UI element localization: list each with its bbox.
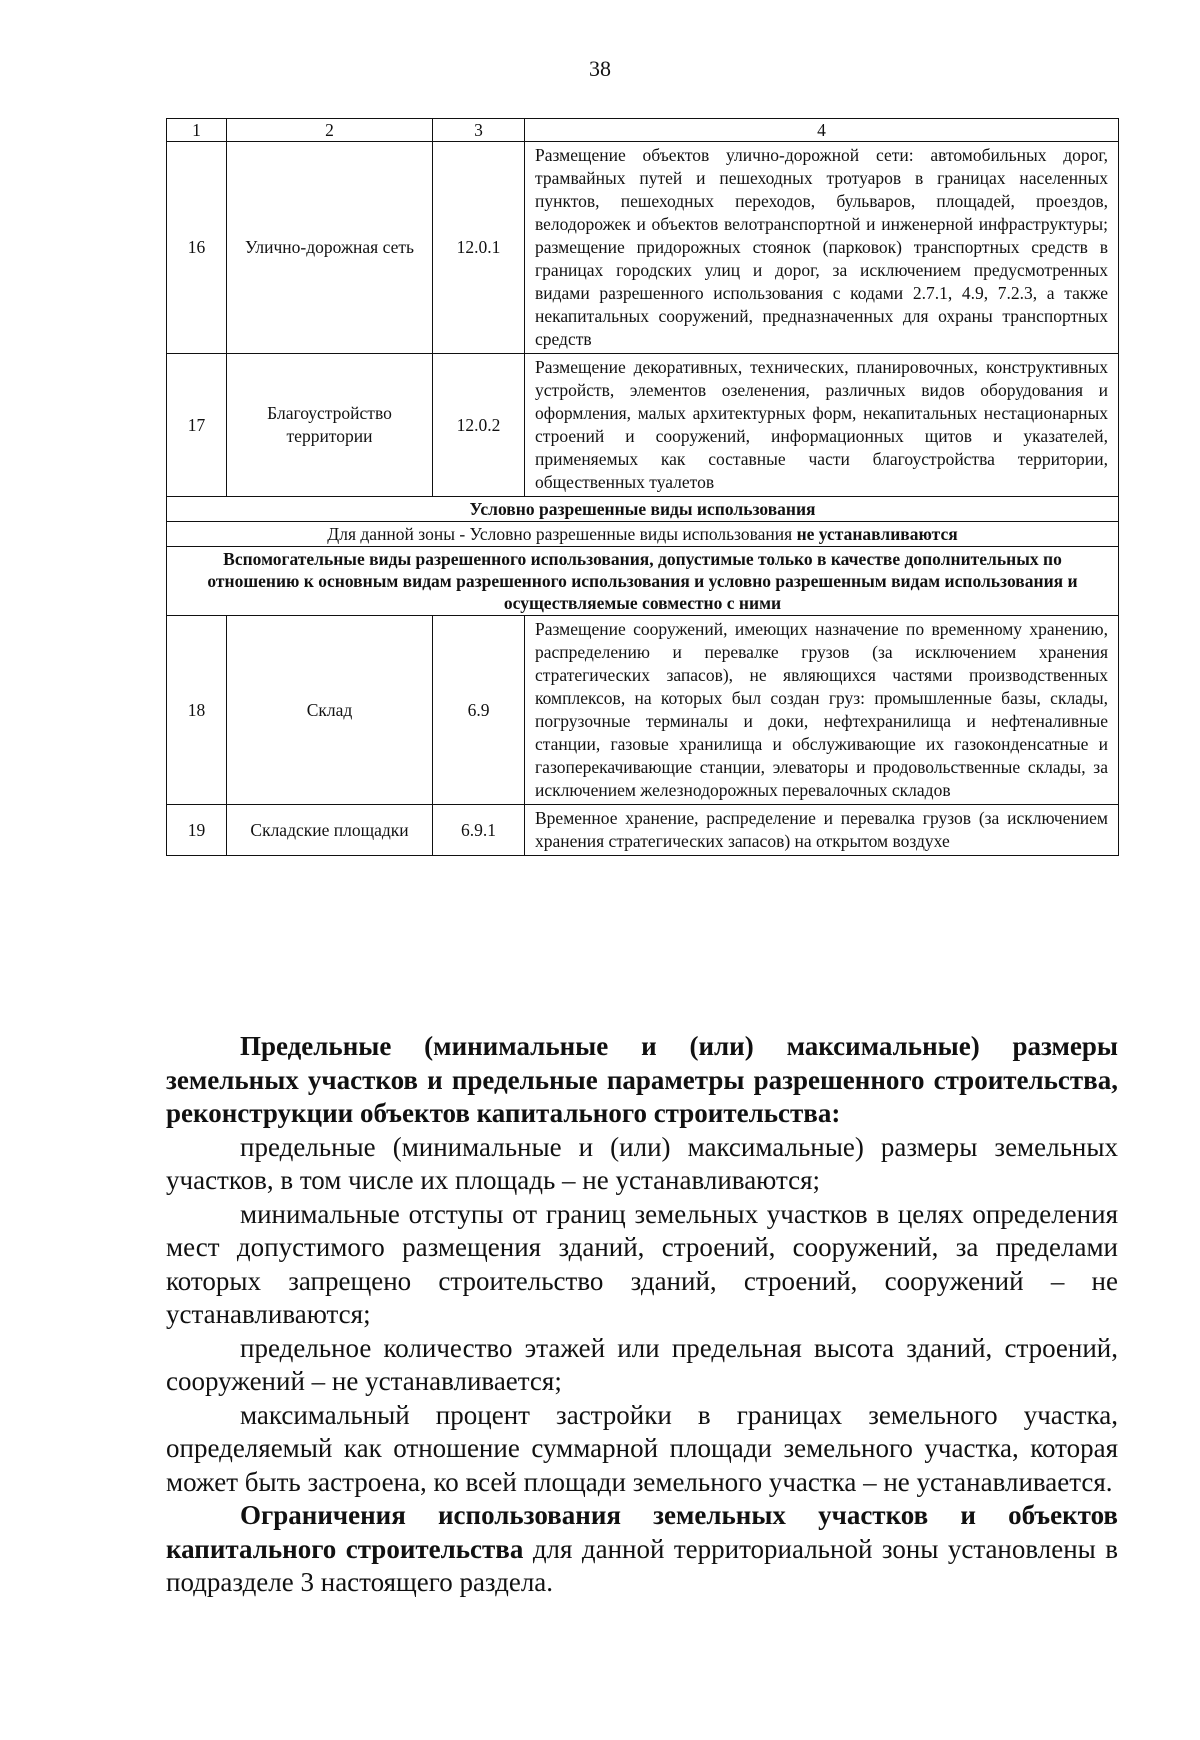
limits-heading: Предельные (минимальные и (или) максимальные) размеры земельных участков и предельные параметры разрешенного строительства, реконструкции объектов капитального строительства: bbox=[166, 1031, 1118, 1128]
use-type-code: 6.9.1 bbox=[433, 805, 525, 856]
use-type-name: Склад bbox=[227, 616, 433, 805]
table-header-row bbox=[167, 119, 1119, 142]
paragraph-coverage: максимальный процент застройки в границах земельного участка, определяемый как отношение суммарной площади земельного участка, которая может быть застроена, ко всей площади земельного участка – не устанавливается. bbox=[166, 1399, 1118, 1497]
auxiliary-uses-heading: Вспомогательные виды разрешенного использования, допустимые только в качестве дополнительных по отношению к основным видам разрешенного использования и условно разрешенным видам использования и осуществляемые совместно с ними bbox=[167, 547, 1119, 616]
row-number: 16 bbox=[167, 142, 227, 354]
section-note-row bbox=[167, 522, 1119, 547]
page-number: 38 bbox=[589, 56, 611, 81]
column-header: 4 bbox=[525, 119, 1119, 142]
table-row bbox=[167, 142, 1119, 354]
column-header: 3 bbox=[433, 119, 525, 142]
use-type-description: Размещение объектов улично-дорожной сети: автомобильных дорог, трамвайных путей и пешеходных тротуаров в границах населенных пунктов, пешеходных переходов, бульваров, площадей, проездов, велодорожек и объектов велотранспортной и инженерной инфраструктуры; размещение придорожных стоянок (парковок) транспортных средств в границах городских улиц и дорог, за исключением предусмотренных видами разрешенного использования с кодами 2.7.1, 4.9, 7.2.3, а также некапитальных сооружений, предназначенных для охраны транспортных средств bbox=[525, 142, 1119, 354]
row-number: 19 bbox=[167, 805, 227, 856]
use-type-description: Размещение сооружений, имеющих назначение по временному хранению, распределению и перевалке грузов (за исключением хранения стратегических запасов), не являющихся частями производственных комплексов, на которых был создан груз: промышленные базы, склады, погрузочные терминалы и доки, нефтехранилища и нефтеналивные станции, газовые хранилища и обслуживающие их газоконденсатные и газоперекачивающие станции, элеваторы и продовольственные склады, за исключением железнодорожных перевалочных складов bbox=[525, 616, 1119, 805]
use-type-code: 12.0.1 bbox=[433, 142, 525, 354]
row-number: 17 bbox=[167, 354, 227, 497]
column-header: 2 bbox=[227, 119, 433, 142]
use-type-name: Складские площадки bbox=[227, 805, 433, 856]
body-text bbox=[166, 1030, 1118, 1600]
paragraph-restrictions bbox=[166, 1499, 1118, 1600]
land-use-table bbox=[166, 118, 1119, 856]
use-type-description: Размещение декоративных, технических, планировочных, конструктивных устройств, элементов озеленения, различных видов оборудования и оформления, малых архитектурных форм, некапитальных нестационарных строений и сооружений, информационных щитов и указателей, применяемых как составные части благоустройства территории, общественных туалетов bbox=[525, 354, 1119, 497]
restrictions-rest: для данной территориальной зоны установлены в подразделе 3 настоящего раздела. bbox=[166, 1533, 1118, 1597]
section-heading-row bbox=[167, 497, 1119, 522]
use-type-code: 6.9 bbox=[433, 616, 525, 805]
conditional-note-text: Для данной зоны - Условно разрешенные виды использования bbox=[327, 524, 797, 544]
paragraph-plot-sizes: предельные (минимальные и (или) максимальные) размеры земельных участков, в том числе их площадь – не устанавливаются; bbox=[166, 1131, 1118, 1195]
column-header: 1 bbox=[167, 119, 227, 142]
table-row bbox=[167, 805, 1119, 856]
conditional-note-bold: не устанавливаются bbox=[796, 524, 958, 544]
restrictions-bold: Ограничения использования земельных участков и объектов капитального строительства bbox=[166, 1500, 1118, 1564]
section-heading-row bbox=[167, 547, 1119, 616]
table-row bbox=[167, 354, 1119, 497]
use-type-description: Временное хранение, распределение и перевалка грузов (за исключением хранения стратегических запасов) на открытом воздухе bbox=[525, 805, 1119, 856]
table-row bbox=[167, 616, 1119, 805]
use-type-code: 12.0.2 bbox=[433, 354, 525, 497]
conditional-uses-heading: Условно разрешенные виды использования bbox=[167, 497, 1119, 522]
use-type-name: Улично-дорожная сеть bbox=[227, 142, 433, 354]
paragraph-floors: предельное количество этажей или предельная высота зданий, строений, сооружений – не устанавливается; bbox=[166, 1332, 1118, 1396]
use-type-name: Благоустройство территории bbox=[227, 354, 433, 497]
conditional-uses-note bbox=[167, 522, 1119, 547]
paragraph-setbacks: минимальные отступы от границ земельных участков в целях определения мест допустимого размещения зданий, строений, сооружений, за пределами которых запрещено строительство зданий, строений, сооружений – не устанавливаются; bbox=[166, 1198, 1118, 1329]
row-number: 18 bbox=[167, 616, 227, 805]
